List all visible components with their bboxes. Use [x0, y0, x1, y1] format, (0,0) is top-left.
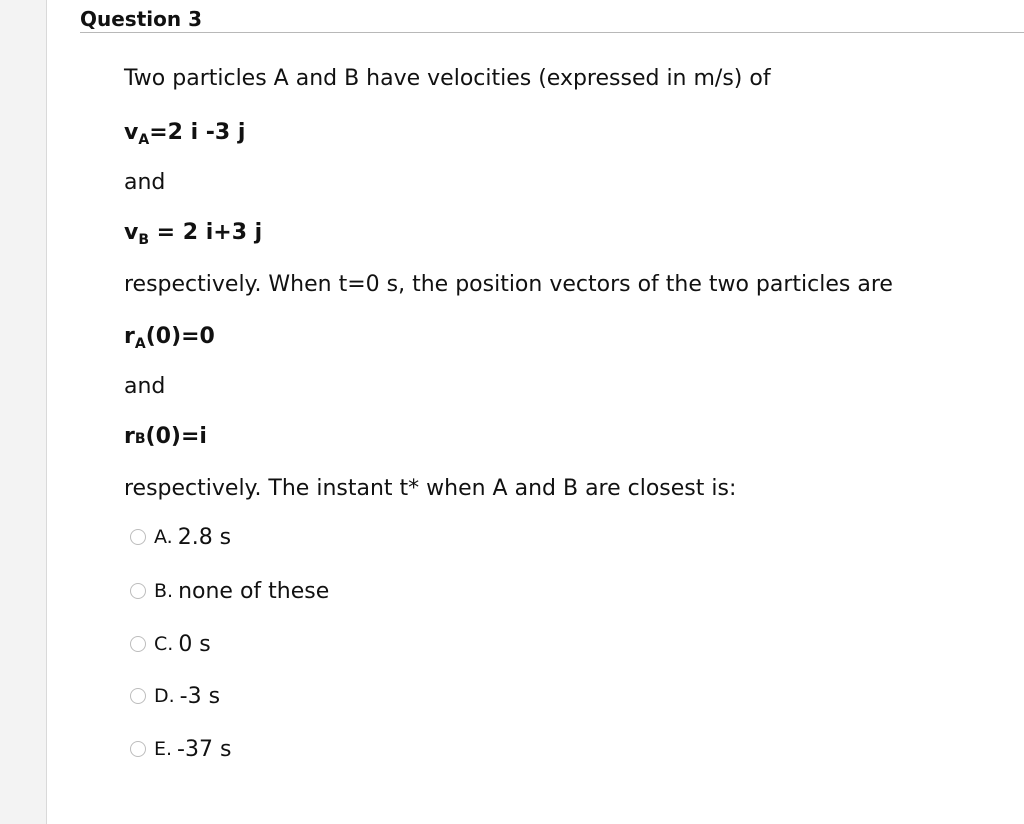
and-text-2: and — [124, 374, 166, 399]
rb-expression: (0)=i — [145, 424, 207, 449]
position-b — [124, 420, 207, 456]
radio-a[interactable] — [130, 529, 146, 545]
respectively-text-1: respectively. When t=0 s, the position vectors of the two particles are — [124, 272, 893, 297]
option-c[interactable] — [130, 627, 211, 661]
option-d[interactable] — [130, 679, 220, 713]
velocity-a — [124, 116, 245, 152]
vb-subscript: B — [138, 232, 150, 248]
rb-subscript: B — [134, 431, 146, 447]
option-d-text: -3 s — [179, 683, 221, 709]
option-e-text: -37 s — [177, 736, 232, 762]
position-a — [124, 320, 215, 356]
and-text-1: and — [124, 170, 166, 195]
option-d-letter: D. — [154, 685, 175, 707]
option-c-text: 0 s — [178, 631, 211, 657]
option-e[interactable] — [130, 732, 231, 766]
left-rail — [0, 0, 47, 824]
vb-symbol: v — [124, 220, 139, 245]
velocity-b — [124, 216, 262, 252]
option-c-letter: C. — [154, 633, 174, 655]
option-e-letter: E. — [154, 738, 173, 760]
option-b-text: none of these — [178, 578, 330, 604]
question-title: Question 3 — [80, 7, 202, 31]
option-b[interactable] — [130, 574, 329, 608]
option-a[interactable] — [130, 520, 231, 554]
va-symbol: v — [124, 120, 139, 145]
option-b-letter: B. — [154, 580, 174, 602]
ra-expression: (0)=0 — [145, 324, 215, 349]
question-header — [80, 6, 1024, 33]
ra-subscript: A — [134, 336, 146, 352]
radio-e[interactable] — [130, 741, 146, 757]
va-expression: =2 i -3 j — [149, 120, 246, 145]
option-a-letter: A. — [154, 526, 173, 548]
vb-expression: = 2 i+3 j — [149, 220, 263, 245]
option-a-text: 2.8 s — [177, 524, 232, 550]
ra-symbol: r — [124, 324, 135, 349]
radio-c[interactable] — [130, 636, 146, 652]
radio-b[interactable] — [130, 583, 146, 599]
rb-symbol: r — [124, 424, 135, 449]
respectively-text-2: respectively. The instant t* when A and B are closest is: — [124, 476, 737, 501]
va-subscript: A — [138, 132, 150, 148]
intro-text: Two particles A and B have velocities (expressed in m/s) of — [124, 66, 771, 91]
radio-d[interactable] — [130, 688, 146, 704]
